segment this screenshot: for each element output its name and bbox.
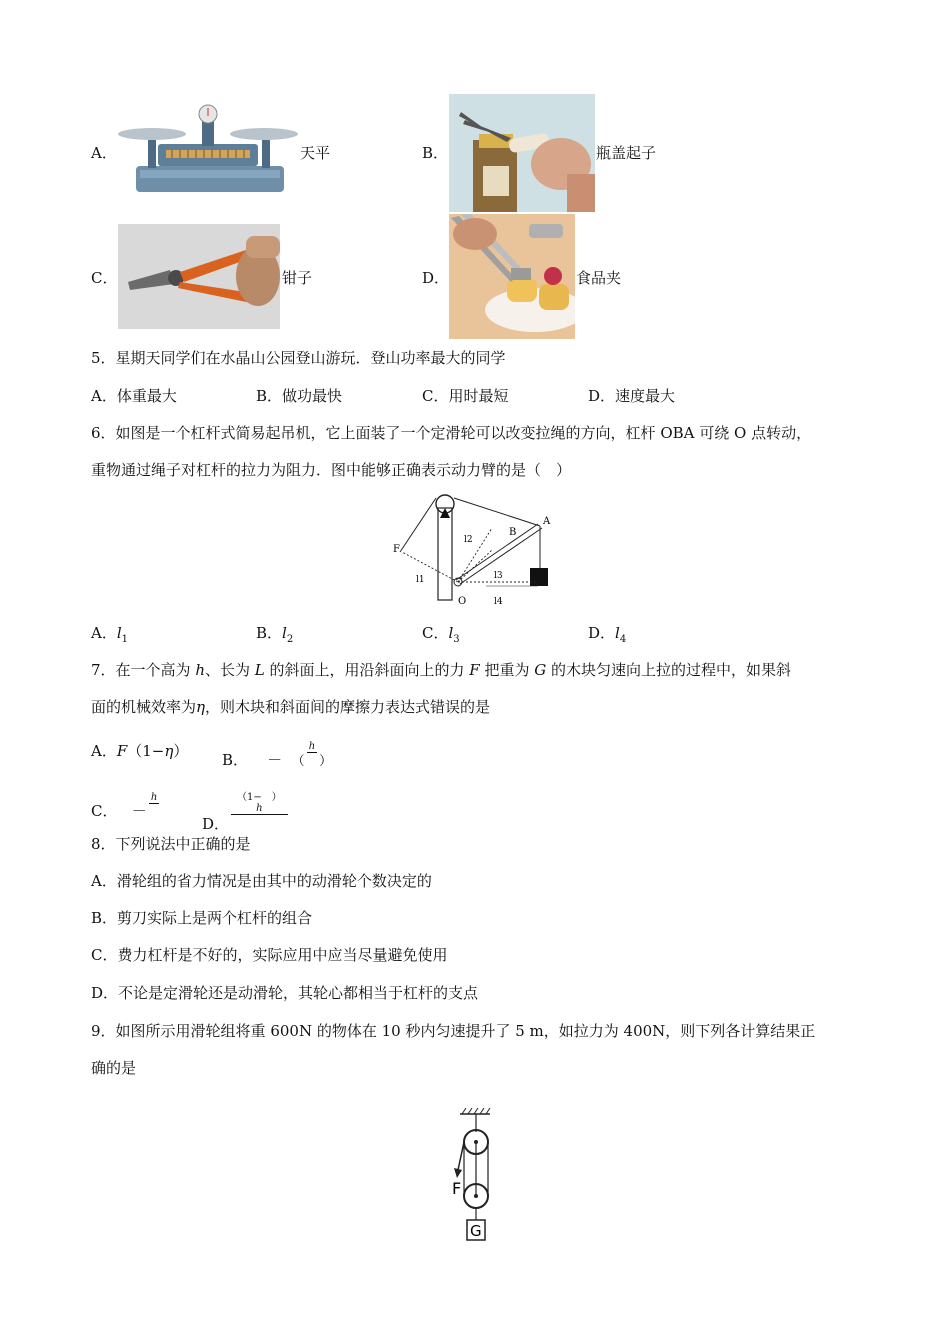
q4-option-c-letter: C．: [91, 269, 118, 287]
q5-stem: 5．星期天同学们在水晶山公园登山游玩．登山功率最大的同学: [91, 349, 506, 367]
figure-label-l4: l4: [494, 597, 503, 607]
q5-option-b: B．做功最快: [256, 387, 343, 405]
q6-option-a: A．$l_1$: [91, 624, 129, 645]
q8-stem: 8．下列说法中正确的是: [91, 835, 251, 853]
q4-option-a-caption: 天平: [300, 144, 331, 162]
q6-option-b: B．$l_2$: [256, 624, 294, 645]
q7-option-a: A．F（1−η）: [91, 742, 189, 760]
figure-label-f: F: [393, 544, 400, 555]
balance-scale-image: [118, 104, 298, 198]
lever-crane-figure: [388, 490, 558, 615]
pulley-system-figure: [448, 1108, 504, 1244]
q7-option-d: D． （1− ） h: [202, 792, 290, 834]
q8-option-a: A．滑轮组的省力情况是由其中的动滑轮个数决定的: [91, 872, 432, 890]
q4-option-d-letter: D．: [422, 269, 450, 287]
q5-option-a: A．体重最大: [91, 387, 177, 405]
q4-option-b-letter: B．: [422, 144, 449, 162]
figure-label-weight: G: [470, 1222, 482, 1240]
figure-label-a: A: [543, 516, 551, 527]
figure-label-force: F: [452, 1179, 462, 1198]
q7-stem-line-2: 面的机械效率为η，则木块和斜面间的摩擦力表达式错误的是: [91, 698, 491, 716]
q4-option-b-caption: 瓶盖起子: [596, 144, 657, 162]
q4-option-c-caption: 钳子: [282, 269, 313, 287]
q8-option-c: C．费力杠杆是不好的，实际应用中应当尽量避免使用: [91, 946, 448, 964]
q8-option-d: D．不论是定滑轮还是动滑轮，其轮心都相当于杠杆的支点: [91, 984, 479, 1002]
food-tongs-image: [449, 214, 575, 339]
figure-label-l1: l1: [416, 575, 425, 585]
q9-stem-line-2: 确的是: [91, 1059, 137, 1077]
figure-label-o: O: [458, 596, 467, 607]
q7-stem-line-1: 7．在一个高为 h、长为 L 的斜面上，用沿斜面向上的力 F 把重为 G 的木块匀速向上拉的过程中，如果斜: [91, 661, 792, 679]
bottle-opener-image: [449, 94, 595, 212]
q8-option-b: B．剪刀实际上是两个杠杆的组合: [91, 909, 313, 927]
pliers-image: [118, 224, 280, 329]
q6-stem-line-2: 重物通过绳子对杠杆的拉力为阻力．图中能够正确表示动力臂的是（ ）: [91, 461, 572, 479]
figure-label-l3: l3: [494, 571, 503, 581]
figure-label-b: B: [509, 527, 517, 538]
q5-option-c: C．用时最短: [422, 387, 509, 405]
q7-option-b: B． － （ h ）: [222, 741, 333, 769]
q9-stem-line-1: 9．如图所示用滑轮组将重 600N 的物体在 10 秒内匀速提升了 5 m，如拉力为 400N，则下列各计算结果正: [91, 1022, 816, 1040]
q6-option-c: C．$l_3$: [422, 624, 460, 645]
q6-option-d: D．$l_4$: [588, 624, 627, 645]
figure-label-l2: l2: [464, 535, 473, 545]
q7-option-c: C． － h: [91, 792, 158, 820]
q6-stem-line-1: 6．如图是一个杠杆式简易起吊机，它上面装了一个定滑轮可以改变拉绳的方向，杠杆 OBA 可绕 O 点转动，: [91, 424, 812, 442]
q5-option-d: D．速度最大: [588, 387, 676, 405]
q4-option-a-letter: A．: [91, 144, 117, 162]
q4-option-d-caption: 食品夹: [576, 269, 622, 287]
